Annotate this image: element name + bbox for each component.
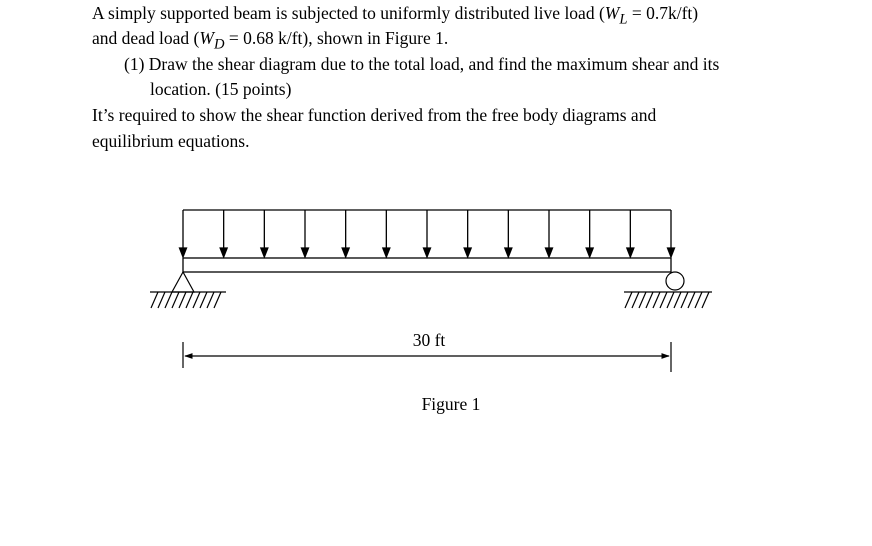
requirement-text: It’s required to show the shear function derived from the free body diagrams and [92,105,657,125]
load-arrow-head [261,248,268,257]
load-arrow-head [505,248,512,257]
load-arrow-head [668,248,675,257]
live-load-value: = 0.7k/ft) [627,3,699,23]
load-arrow-head [302,248,309,257]
live-load-symbol: W [604,3,620,23]
load-arrow-head [342,248,349,257]
load-arrow-head [424,248,431,257]
figure-caption: Figure 1 [421,394,481,414]
pin-support-icon [150,272,226,308]
roller-support-icon [624,272,712,308]
ground-hatch-right [625,292,709,308]
part-1-question: (1) Draw the shear diagram due to the total load, and find the maximum shear and its [124,54,720,74]
load-arrow-head [627,248,634,257]
problem-line-2-text: and dead load ( [92,28,200,48]
load-arrow-head [546,248,553,257]
load-arrow-head [180,248,187,257]
distributed-load [180,210,675,257]
load-arrow-head [220,248,227,257]
dead-load-symbol: W [199,28,214,48]
span-label: 30 ft [412,330,446,350]
load-arrows [180,210,675,257]
beam [183,258,671,272]
live-load-subscript: L [619,11,628,28]
ground-hatch-left [151,292,221,308]
dead-load-subscript: D [213,36,225,53]
load-arrow-head [383,248,390,257]
load-arrow-head [464,248,471,257]
requirement-text-cont: equilibrium equations. [92,131,250,151]
load-arrow-head [586,248,593,257]
problem-line-1-text: A simply supported beam is subjected to uniformly distributed live load ( [92,3,605,23]
dead-load-value: = 0.68 k/ft), shown in Figure 1. [224,28,449,48]
part-1-question-cont: location. (15 points) [150,79,292,99]
